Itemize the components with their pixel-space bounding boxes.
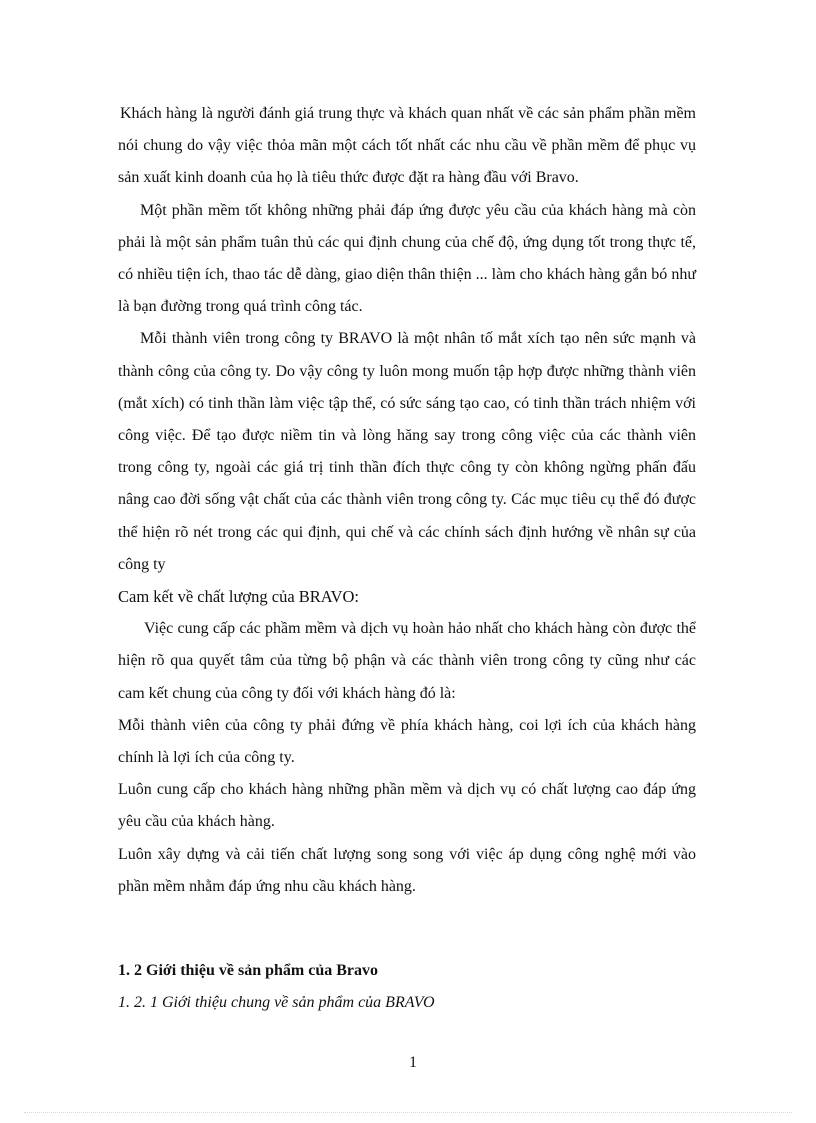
body-text [118,98,696,903]
paragraph-commitment-quality-software: Luôn cung cấp cho khách hàng những phần mềm và dịch vụ có chất lượng cao đáp ứng yêu cầu của khách hàng. [118,781,696,831]
paragraph-quality-commitment-title: Cam kết về chất lượng của BRAVO: [118,587,359,607]
paragraph-commitment-improvement: Luôn xây dựng và cải tiến chất lượng song song với việc áp dụng công nghệ mới vào phần mềm nhằm đáp ứng nhu cầu khách hàng. [118,845,696,895]
page-number: 1 [409,1054,417,1071]
section-heading: 1. 2 Giới thiệu về sản phẩm của Bravo [118,962,378,979]
paragraph-commitment-customer-side: Mỗi thành viên của công ty phải đứng về phía khách hàng, coi lợi ích của khách hàng chính là lợi ích của công ty. [118,716,696,767]
subsection-heading: 1. 2. 1 Giới thiệu chung về sản phẩm của BRAVO [118,994,435,1011]
paragraph-company-members: Mỗi thành viên trong công ty BRAVO là một nhân tố mắt xích tạo nên sức mạnh và thành công của công ty. Do vậy công ty luôn mong muốn tập hợp được những thành viên (mắt xích) có tinh thần làm việc tập thể, có sức sáng tạo cao, có tinh thần trách nhiệm với công việc. Để tạo được niềm tin và lòng hăng say trong công việc của các thành viên trong công ty, ngoài các giá trị tinh thần đích thực công ty còn không ngừng phấn đấu nâng cao đời sống vật chất của các thành viên trong công ty. Các mục tiêu cụ thể đó được thể hiện rõ nét trong các qui định, qui chế và các chính sách định hướng về nhân sự của công ty [118,330,696,573]
page-bottom-edge [24,1112,792,1113]
paragraph-good-software: Một phần mềm tốt không những phải đáp ứng được yêu cầu của khách hàng mà còn phải là một sản phẩm tuân thủ các qui định chung của chế độ, ứng dụng tốt trong thực tế, có nhiều tiện ích, thao tác dễ dàng, giao diện thân thiện ... làm cho khách hàng gắn bó như là bạn đường trong quá trình công tác. [118,201,696,316]
paragraph-service-delivery: Việc cung cấp các phầm mềm và dịch vụ hoàn hảo nhất cho khách hàng còn được thể hiện rõ qua quyết tâm của từng bộ phận và các thành viên trong công ty cũng như các cam kết chung của công ty đối với khách hàng đó là: [118,620,696,702]
paragraph-customer-evaluation: Khách hàng là người đánh giá trung thực và khách quan nhất về các sản phẩm phần mềm nói chung do vậy việc thỏa mãn một cách tốt nhất các nhu cầu về phần mềm để phục vụ sản xuất kinh doanh của họ là tiêu thức được đặt ra hàng đầu với Bravo. [118,105,696,187]
